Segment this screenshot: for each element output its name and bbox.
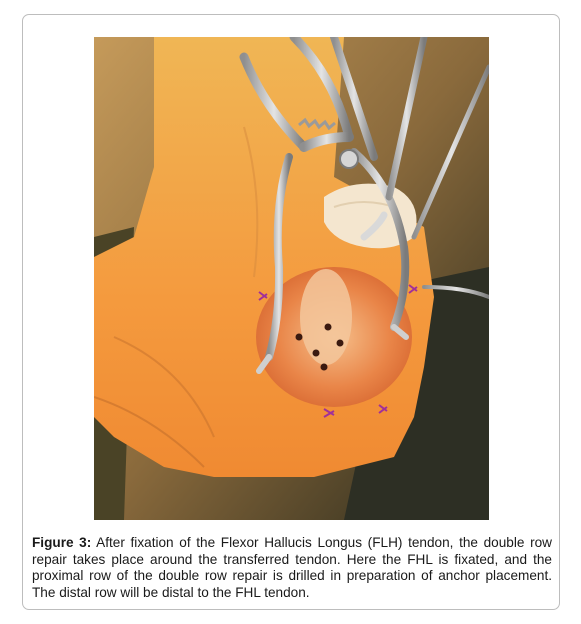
surgical-photo	[94, 37, 489, 520]
figure-label: Figure 3:	[32, 535, 92, 550]
figure-caption	[32, 535, 552, 601]
figure-container	[22, 14, 560, 610]
figure-caption-text: After fixation of the Flexor Hallucis Longus (FLH) tendon, the double row repair takes place around the transferred tendon. Here the FHL is fixated, and the proximal row of the double row repair is drilled in preparation of anchor placement. The distal row will be distal to the FHL tendon.	[32, 535, 552, 600]
